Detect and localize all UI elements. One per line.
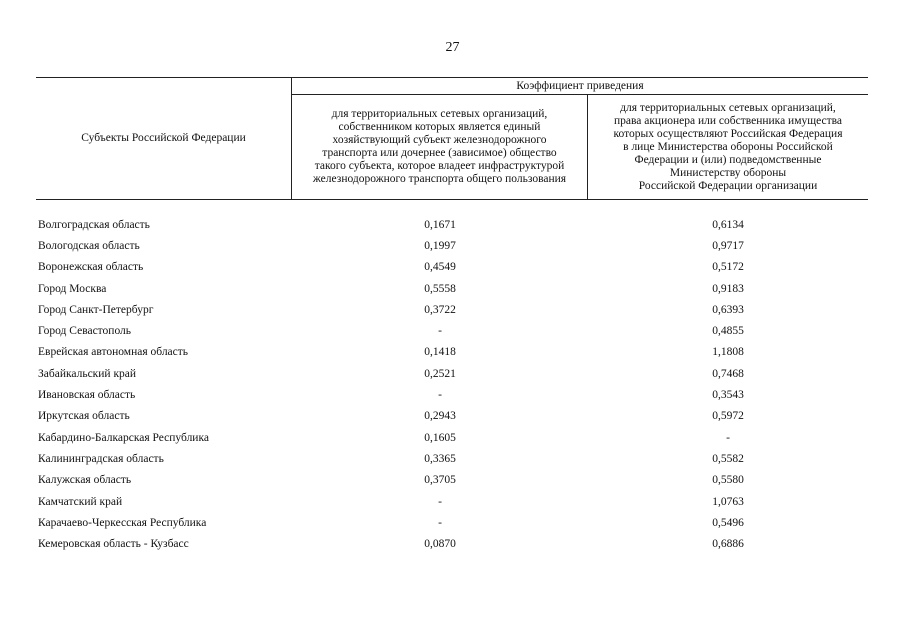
region-name: Кемеровская область - Кузбасс — [38, 538, 189, 551]
table-row — [36, 470, 868, 491]
table-row — [36, 342, 868, 363]
col2-line: Российской Федерации организации — [638, 179, 818, 192]
table-header — [36, 77, 868, 200]
region-name: Иркутская область — [38, 410, 130, 423]
coefficient-railway: 0,5558 — [424, 282, 456, 295]
col2-line: в лице Министерства обороны Российской — [623, 140, 833, 153]
coefficient-railway: 0,1605 — [424, 431, 456, 444]
coefficient-defense: 0,7468 — [712, 367, 744, 380]
coefficient-defense: 0,3543 — [712, 389, 744, 402]
coefficient-defense: 0,6393 — [712, 303, 744, 316]
coefficient-defense: 0,6886 — [712, 538, 744, 551]
col1-line: хозяйствующий субъект железнодорожного — [332, 134, 547, 146]
table-body — [36, 214, 868, 555]
page-number: 27 — [445, 40, 460, 55]
coefficient-railway: 0,3365 — [424, 452, 456, 465]
coefficient-defense: 0,5582 — [712, 452, 744, 465]
table-row — [36, 235, 868, 256]
coefficient-defense: 0,5580 — [712, 474, 744, 487]
region-name: Город Севастополь — [38, 325, 132, 338]
coefficient-railway: 0,2521 — [424, 367, 456, 380]
region-name: Город Санкт-Петербург — [38, 303, 154, 316]
region-name: Карачаево-Черкесская Республика — [38, 516, 207, 529]
header-column-railway — [292, 95, 588, 199]
table-row — [36, 491, 868, 512]
coefficient-defense: 0,9183 — [712, 282, 744, 295]
table-row — [36, 406, 868, 427]
col2-line: которых осуществляют Российская Федерация — [613, 127, 843, 140]
col1-line: собственником которых является единый — [338, 121, 541, 133]
region-name: Волгоградская область — [38, 218, 150, 231]
table-row — [36, 299, 868, 320]
region-name: Ивановская область — [38, 389, 136, 402]
coefficient-defense: 1,1808 — [712, 346, 744, 359]
table-row — [36, 533, 868, 554]
coefficient-defense: 0,9717 — [712, 239, 744, 252]
coefficient-defense: - — [726, 431, 730, 444]
coefficient-railway: 0,3705 — [424, 474, 456, 487]
region-name: Вологодская область — [38, 239, 140, 252]
coefficient-defense: 0,5972 — [712, 410, 744, 423]
coefficient-table — [36, 77, 868, 555]
coefficient-railway: - — [438, 495, 442, 508]
region-name: Калининградская область — [38, 452, 164, 465]
region-name: Воронежская область — [38, 261, 144, 274]
col1-line: такого субъекта, которое владеет инфраструктурой — [314, 160, 565, 172]
table-row — [36, 448, 868, 469]
table-row — [36, 320, 868, 341]
region-name: Калужская область — [38, 474, 132, 487]
coefficient-defense: 0,4855 — [712, 325, 744, 338]
table-row — [36, 427, 868, 448]
table-row — [36, 214, 868, 235]
col2-line: Министерству обороны — [669, 166, 787, 179]
col2-line: для территориальных сетевых организаций, — [620, 101, 836, 114]
col1-line: железнодорожного транспорта общего пользования — [312, 173, 567, 185]
coefficient-defense: 0,6134 — [712, 218, 744, 231]
coefficient-railway: - — [438, 389, 442, 402]
region-name: Забайкальский край — [38, 367, 137, 380]
col1-line: для территориальных сетевых организаций, — [331, 108, 548, 120]
coefficient-railway: 0,1671 — [424, 218, 456, 231]
header-column-defense-text — [614, 102, 843, 193]
coefficient-railway: - — [438, 325, 442, 338]
region-name: Камчатский край — [38, 495, 123, 508]
coefficient-railway: 0,4549 — [424, 261, 456, 274]
table-row — [36, 257, 868, 278]
region-name: Еврейская автономная область — [38, 346, 189, 359]
header-subject: Субъекты Российской Федерации — [36, 78, 292, 199]
coefficient-defense: 0,5172 — [712, 261, 744, 274]
header-coefficient: Коэффициент приведения — [292, 78, 868, 95]
col1-line: транспорта или дочернее (зависимое) общество — [322, 147, 557, 159]
coefficient-railway: - — [438, 516, 442, 529]
col2-line: права акционера или собственника имущества — [613, 114, 842, 127]
coefficient-railway: 0,0870 — [424, 538, 456, 551]
coefficient-railway: 0,1997 — [424, 239, 456, 252]
coefficient-defense: 0,5496 — [712, 516, 744, 529]
table-row — [36, 278, 868, 299]
coefficient-railway: 0,3722 — [424, 303, 456, 316]
region-name: Кабардино-Балкарская Республика — [38, 431, 209, 444]
coefficient-railway: 0,1418 — [424, 346, 456, 359]
coefficient-railway: 0,2943 — [424, 410, 456, 423]
table-row — [36, 384, 868, 405]
table-row — [36, 363, 868, 384]
table-row — [36, 512, 868, 533]
coefficient-defense: 1,0763 — [712, 495, 744, 508]
col2-line: Федерации и (или) подведомственные — [634, 153, 822, 166]
header-column-defense — [588, 95, 868, 199]
header-column-railway-text — [313, 108, 566, 186]
region-name: Город Москва — [38, 282, 107, 295]
